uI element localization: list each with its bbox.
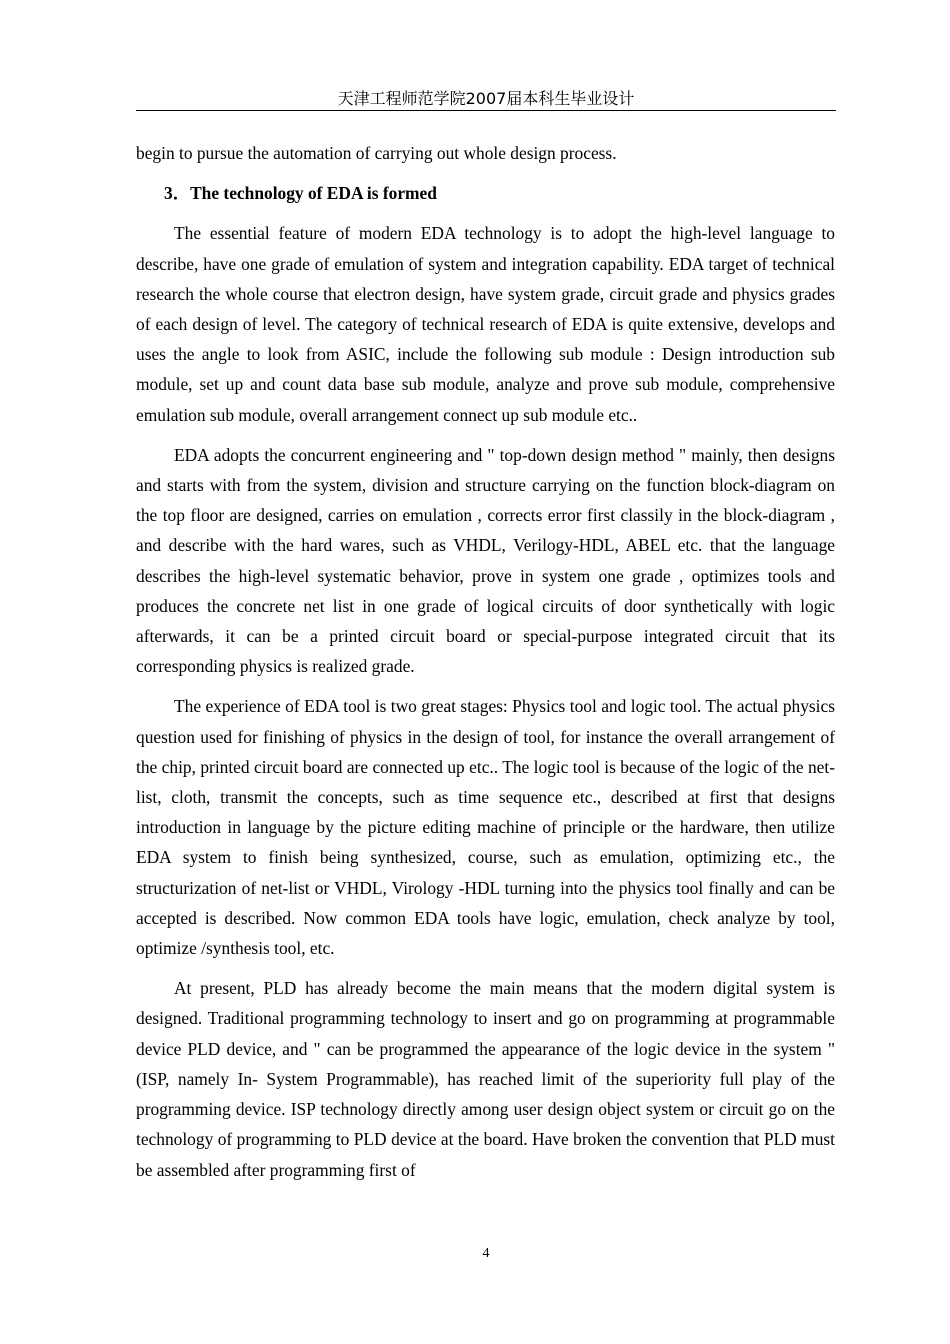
paragraph-eda-features: The essential feature of modern EDA technology is to adopt the high-level language to describe, have one grade of emulation of system and integration capability. EDA target of technical research the whole course that electron design, have system grade, circuit grade and physics grades of each design of level. The category of technical research of EDA is quite extensive, develops and uses the angle to look from ASIC, include the following sub module : Design introduction sub module, set up and count data base sub module, analyze and prove sub module, comprehensive emulation sub module, overall arrangement connect up sub module etc.. [136, 223, 835, 425]
paragraph-top-down-design: EDA adopts the concurrent engineering and " top-down design method " mainly, then designs and starts with from the system, division and structure carrying on the function block-diagram on the top floor are designed, carries on emulation , corrects error first classily in the block-diagram , and describe with the hard wares, such as VHDL, Verilogy-HDL, ABEL etc. that the language describes the high-level systematic behavior, prove in system one grade , optimizes tools and produces the concrete net list in one grade of logical circuits of door synthetically with logic afterwards, it can be a printed circuit board or special-purpose integrated circuit that its corresponding physics is realized grade. [136, 444, 835, 677]
document-body [136, 138, 835, 1195]
paragraph-eda-tools: The experience of EDA tool is two great stages: Physics tool and logic tool. The actual physics question used for finishing of physics in the design of tool, for instance the overall arrangement of the chip, printed circuit board are connected up etc.. The logic tool is because of the logic of the net-list, cloth, transmit the concepts, such as time sequence etc., described at first that designs introduction in language by the picture editing machine of principle or the hardware, then utilize EDA system to finish being synthesized, course, such as emulation, optimizing etc., the structurization of net-list or VHDL, Virology -HDL turning into the physics tool finally and can be accepted is described. Now common EDA tools have logic, emulation, check analyze by tool, optimize /synthesis tool, etc. [136, 696, 835, 959]
page-number: 4 [482, 1246, 490, 1261]
continuation-paragraph: begin to pursue the automation of carrying out whole design process. [136, 143, 617, 163]
paragraph-pld-isp: At present, PLD has already become the main means that the modern digital system is designed. Traditional programming technology to insert and go on programming at programmable device PLD device, and " can be programmed the appearance of the logic device in the system " (ISP, namely In- System Programmable), has reached limit of the superiority full play of the programming device. ISP technology directly among user design object system or circuit go on the technology of programming to PLD device at the board. Have broken the convention that PLD must be assembled after programming first of [136, 978, 835, 1180]
page-header: 天津工程师范学院2007届本科生毕业设计 [136, 88, 836, 111]
section-heading: 3．The technology of EDA is formed [164, 183, 437, 204]
